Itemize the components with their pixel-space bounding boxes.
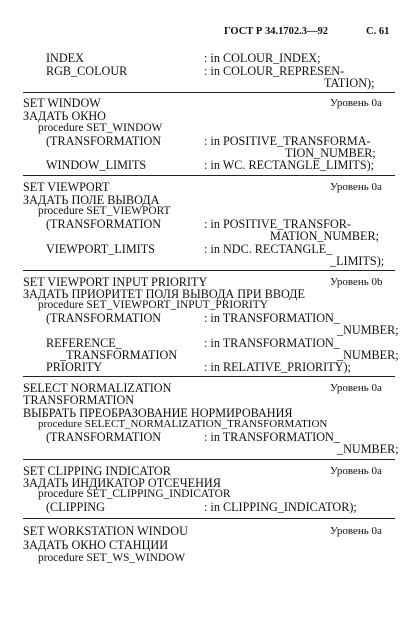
param-name: VIEWPORT_LIMITS [46, 242, 155, 256]
param-type: : in WC. RECTANGLE_LIMITS); [204, 158, 375, 172]
param-type: : in TRANSFORMATION_ [204, 311, 340, 325]
section-title-ru: ЗАДАТЬ ИНДИКАТОР ОТСЕЧЕНИЯ [23, 476, 221, 490]
section-divider [23, 92, 395, 93]
page-number: С. 61 [366, 26, 390, 37]
param-type: : in CLIPPING_INDICATOR); [204, 500, 357, 514]
param-type: : in TRANSFORMATION_ [204, 336, 340, 350]
section-title-line2: TRANSFORMATION [23, 393, 135, 407]
param-type: : in RELATIVE_PRIORITY); [204, 360, 351, 374]
procedure-name: procedure SET_VIEWPORT [38, 205, 171, 217]
level-label: Уровень 0а [330, 382, 382, 394]
section-divider [23, 376, 395, 377]
param-name-cont: _TRANSFORMATION [60, 348, 178, 362]
param-type: : in NDC. RECTANGLE_ [204, 242, 333, 256]
section-title: SET WINDOW [23, 96, 101, 110]
section-title: SELECT NORMALIZATION [23, 381, 172, 395]
level-label: Уровень 0а [330, 181, 382, 193]
procedure-name: procedure SET_WS_WINDOW [38, 552, 186, 564]
section-title-ru: ЗАДАТЬ ОКНО СТАНЦИИ [23, 538, 168, 552]
param-type: : in POSITIVE_TRANSFORMA- [204, 134, 371, 148]
standard-number: ГОСТ Р 34.1702.3—92 [224, 26, 328, 37]
procedure-name: procedure SET_VIEWPORT_INPUT_PRIORITY [38, 299, 268, 311]
section-title: SET CLIPPING INDICATOR [23, 464, 171, 478]
procedure-name: procedure SET_WINDOW [38, 122, 163, 134]
procedure-name: procedure SET_CLIPPING_INDICATOR [38, 488, 231, 500]
param-type-cont: _NUMBER; [337, 348, 399, 362]
param-type-cont: _NUMBER; [337, 442, 399, 456]
param-type-cont: _LIMITS); [330, 254, 385, 268]
param-name: (TRANSFORMATION [46, 430, 162, 444]
param-type: : in POSITIVE_TRANSFOR- [204, 217, 351, 231]
section-divider [23, 175, 395, 176]
section-title-ru: ЗАДАТЬ ПРИОРИТЕТ ПОЛЯ ВЫВОДА ПРИ ВВОДЕ [23, 287, 305, 301]
level-label: Уровень 0а [330, 97, 382, 109]
level-label: Уровень 0b [330, 276, 383, 288]
param-type-cont: MATION_NUMBER; [270, 229, 380, 243]
param-type-cont: TION_NUMBER; [285, 146, 376, 160]
section-divider [23, 459, 395, 460]
section-title-ru: ЗАДАТЬ ПОЛЕ ВЫВОДА [23, 193, 160, 207]
section-title: SET VIEWPORT [23, 180, 110, 194]
param-name: INDEX [46, 51, 84, 65]
param-name: WINDOW_LIMITS [46, 158, 147, 172]
param-name: (TRANSFORMATION [46, 217, 162, 231]
procedure-name: procedure SELECT_NORMALIZATION_TRANSFORMATION [38, 418, 328, 430]
level-label: Уровень 0а [330, 525, 382, 537]
param-name: PRIORITY [46, 360, 103, 374]
param-name: (TRANSFORMATION [46, 134, 162, 148]
param-type: : in COLOUR_REPRESEN- [204, 64, 345, 78]
param-name: RGB_COLOUR [46, 64, 128, 78]
section-divider [23, 270, 395, 271]
param-name: (TRANSFORMATION [46, 311, 162, 325]
section-title: SET WORKSTATION WINDOU [23, 524, 188, 538]
param-type-cont: _NUMBER; [337, 323, 399, 337]
param-type-cont: TATION); [324, 76, 375, 90]
level-label: Уровень 0а [330, 465, 382, 477]
section-title: SET VIEWPORT INPUT PRIORITY [23, 275, 208, 289]
section-divider [23, 518, 395, 519]
param-type: : in TRANSFORMATION_ [204, 430, 340, 444]
param-name: REFERENCE_ [46, 336, 122, 350]
section-title-ru: ЗАДАТЬ ОКНО [23, 109, 106, 123]
section-title-ru: ВЫБРАТЬ ПРЕОБРАЗОВАНИЕ НОРМИРОВАНИЯ [23, 406, 293, 420]
param-type: : in COLOUR_INDEX; [204, 51, 321, 65]
param-name: (CLIPPING [46, 500, 105, 514]
